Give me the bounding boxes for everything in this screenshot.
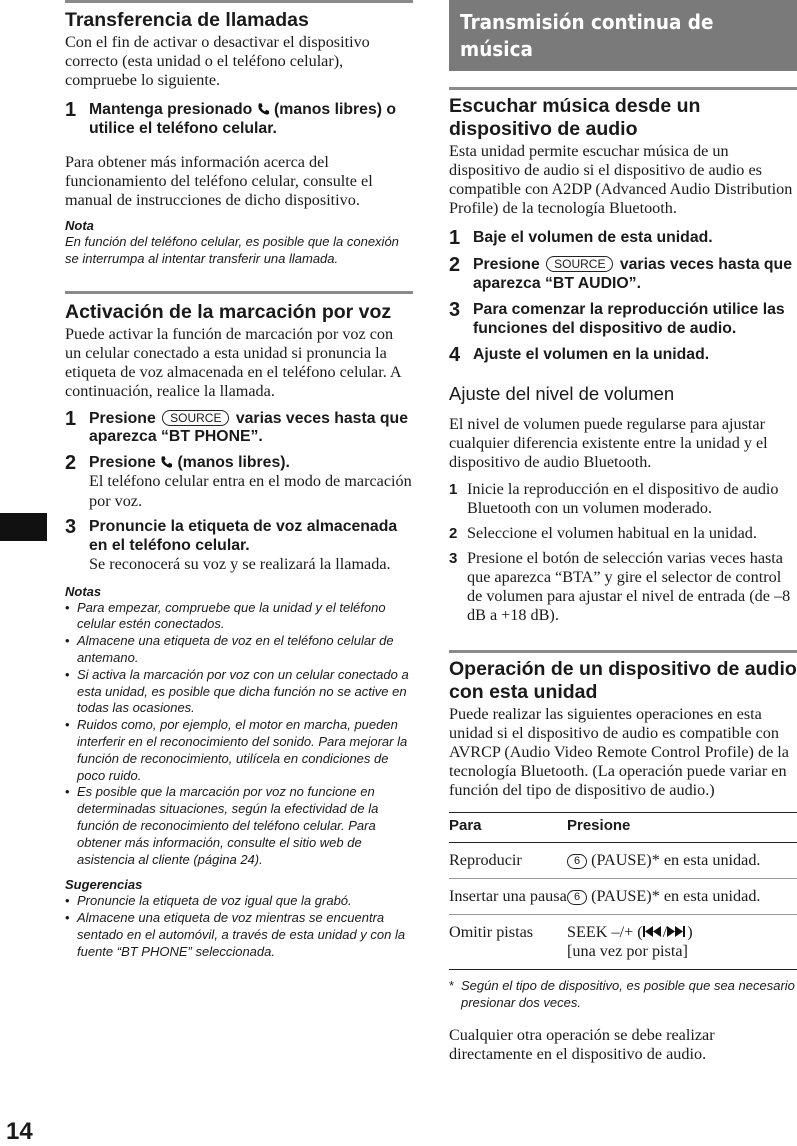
- heading-voice: Activación de la marcación por voz: [65, 300, 392, 323]
- heading-operation: Operación de un dispositivo de audio con esta unidad: [449, 658, 797, 703]
- step-text: Presione SOURCE varias veces hasta que aparezca “BT PHONE”.: [89, 409, 408, 446]
- chapter-title: Transmisión continua de música: [460, 10, 714, 61]
- voice-step-2: [65, 451, 413, 512]
- step-text: Ajuste el volumen en la unidad.: [473, 346, 710, 363]
- left-column: [65, 0, 413, 961]
- table-row: [449, 843, 797, 879]
- tips-heading: Sugerencias: [65, 877, 143, 893]
- note-item: • Almacene una etiqueta de voz en el teléfono celular de antemano.: [65, 633, 413, 667]
- section-tab-marker: [0, 513, 47, 541]
- table-row: [449, 879, 797, 915]
- heading-transfer: Transferencia de llamadas: [65, 9, 309, 31]
- table-cell: Insertar una pausa: [449, 879, 567, 915]
- step-desc: Se reconocerá su voz y se realizará la llamada.: [89, 555, 391, 574]
- source-button-glyph: SOURCE: [546, 256, 613, 272]
- phone-icon: [257, 102, 270, 116]
- transfer-intro: Con el fin de activar o desactivar el dispositivo correcto (esta unidad o el teléfono celular), compruebe lo siguiente.: [65, 33, 370, 89]
- footnote-text: Según el tipo de dispositivo, es posible que sea necesario presionar dos veces.: [461, 978, 795, 1010]
- section-rule: [449, 650, 797, 653]
- right-column: [449, 87, 797, 1064]
- source-button-glyph: SOURCE: [162, 410, 229, 426]
- transfer-step-1: [65, 101, 413, 138]
- step-text: Presione (manos libres). El teléfono celular entra en el modo de marcación por voz.: [89, 453, 412, 510]
- table-cell: 6 (PAUSE)* en esta unidad.: [567, 843, 797, 879]
- step-text: Presione SOURCE varias veces hasta que aparezca “BT AUDIO”.: [473, 256, 792, 292]
- table-cell: 6 (PAUSE)* en esta unidad.: [567, 879, 797, 915]
- listen-step-2: [449, 256, 797, 293]
- step-number: 2: [65, 451, 77, 474]
- heading-volume: Ajuste del nivel de volumen: [449, 383, 675, 404]
- table-cell: SEEK –/+ ( / ) [una vez por pista]: [567, 915, 797, 970]
- volume-step-3: [449, 549, 797, 625]
- volume-step-1: [449, 480, 797, 518]
- step-text: Mantenga presionado (manos libres) o utilice el teléfono celular.: [89, 101, 397, 137]
- step-number: 1: [449, 481, 458, 498]
- step-desc: El teléfono celular entra en el modo de marcación por voz.: [89, 472, 412, 510]
- operation-closing: Cualquier otra operación se debe realizar directamente en el dispositivo de audio.: [449, 1025, 715, 1063]
- notes-heading: Notas: [65, 583, 102, 599]
- table-header-presione: Presione: [567, 813, 797, 843]
- transfer-para: Para obtener más información acerca del funcionamiento del teléfono celular, consulte el manual de instrucciones de dicho dispositivo.: [65, 153, 373, 209]
- listen-step-3: [449, 301, 797, 338]
- volume-intro: El nivel de volumen puede regularse para ajustar cualquier diferencia existente entre la unidad y el dispositivo de audio Bluetooth.: [449, 415, 768, 471]
- table-row: [449, 915, 797, 970]
- footnote-mark: *: [449, 978, 455, 993]
- note-heading: Nota: [65, 218, 94, 233]
- footnote: [449, 978, 797, 1012]
- section-rule: [65, 0, 413, 3]
- step-number: 2: [449, 525, 458, 542]
- operations-table: [449, 812, 797, 970]
- step-text: Pronuncie la etiqueta de voz almacenada en el teléfono celular. Se reconocerá su voz y se realizará la llamada.: [89, 518, 398, 574]
- chapter-banner: [449, 0, 797, 71]
- note-item: • Ruidos como, por ejemplo, el motor en marcha, pueden interferir en el reconocimiento del sonido. Para mejorar la función de reconocimiento, utilícela en condiciones de poco ruido.: [65, 717, 413, 784]
- tip-item: • Almacene una etiqueta de voz mientras se encuentra sentado en el automóvil, a través de esta unidad y con la fuente “BT PHONE” seleccionada.: [65, 910, 413, 960]
- heading-listen: Escuchar música desde un dispositivo de audio: [449, 95, 701, 140]
- listen-intro: Esta unidad permite escuchar música de un dispositivo de audio si el dispositivo de audio es compatible con A2DP (Advanced Audio Distribution Profile) de la tecnología Bluetooth.: [449, 142, 793, 217]
- note-item: • Si activa la marcación por voz con un celular conectado a esta unidad, es posible que dicha función no se active en todas las ocasiones.: [65, 667, 413, 717]
- next-track-icon: [667, 926, 687, 937]
- step-number: 3: [449, 299, 461, 321]
- step-number: 1: [449, 227, 461, 249]
- section-rule: [449, 87, 797, 90]
- note-item: • Para empezar, compruebe que la unidad y el teléfono celular estén conectados.: [65, 600, 413, 634]
- page-number: 14: [6, 1118, 33, 1145]
- step-text: Baje el volumen de esta unidad.: [473, 229, 713, 246]
- section-rule: [65, 291, 413, 294]
- table-header-para: Para: [449, 813, 567, 843]
- listen-step-4: [449, 346, 797, 365]
- step-number: 1: [65, 407, 77, 430]
- notes-list: [65, 600, 413, 869]
- prev-track-icon: [643, 926, 663, 937]
- transfer-note: En función del teléfono celular, es posible que la conexión se interrumpa al intentar transferir una llamada.: [65, 234, 399, 266]
- step-number: 3: [449, 550, 458, 567]
- voice-step-1: [65, 407, 413, 447]
- listen-step-1: [449, 229, 797, 248]
- tip-item: • Pronuncie la etiqueta de voz igual que la grabó.: [65, 893, 413, 910]
- voice-intro: Puede activar la función de marcación por voz con un celular conectado a esta unidad si pronuncia la etiqueta de voz almacenada en el teléfono celular. A continuación, realice la llamada.: [65, 324, 401, 400]
- button-6-glyph: 6: [567, 854, 587, 869]
- step-number: 1: [65, 99, 77, 121]
- step-number: 3: [65, 516, 77, 539]
- note-item: • Es posible que la marcación por voz no funcione en determinadas situaciones, según la efectividad de la función de reconocimiento del teléfono celular. Para obtener más información, consulte el sitio web de asistencia al cliente (página 24).: [65, 784, 413, 868]
- step-number: 4: [449, 344, 461, 366]
- table-cell: Reproducir: [449, 843, 567, 879]
- step-text: Para comenzar la reproducción utilice las funciones del dispositivo de audio.: [473, 301, 785, 337]
- voice-step-3: [65, 518, 413, 575]
- table-header-row: [449, 813, 797, 843]
- phone-icon: [160, 455, 173, 469]
- volume-step-2: [449, 524, 797, 543]
- tips-list: [65, 893, 413, 960]
- step-number: 2: [449, 254, 461, 276]
- step-text: Seleccione el volumen habitual en la unidad.: [467, 524, 757, 542]
- step-text: Inicie la reproducción en el dispositivo de audio Bluetooth con un volumen moderado.: [467, 480, 779, 517]
- button-6-glyph: 6: [567, 890, 587, 905]
- operation-intro: Puede realizar las siguientes operaciones en esta unidad si el dispositivo de audio es compatible con AVRCP (Audio Video Remote Control Profile) de la tecnología Bluetooth. (La operación puede variar en función del tipo de dispositivo de audio.): [449, 705, 789, 799]
- step-text: Presione el botón de selección varias veces hasta que aparezca “BTA” y gire el selector de control de volumen para ajustar el nivel de entrada (de –8 dB a +18 dB).: [467, 549, 791, 624]
- table-cell: Omitir pistas: [449, 915, 567, 970]
